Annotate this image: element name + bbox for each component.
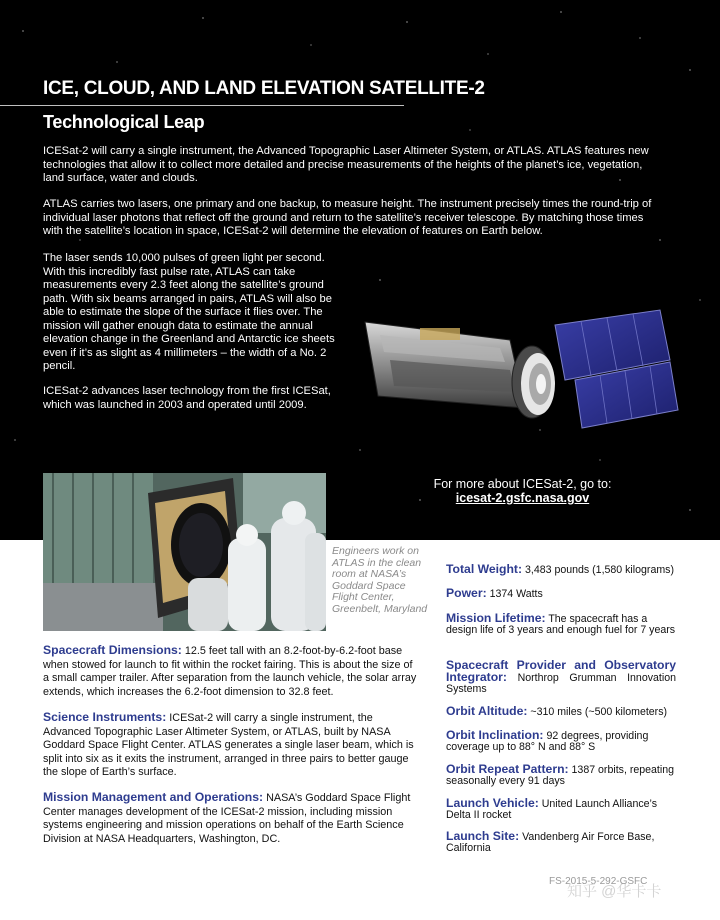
fact-value: 1387 orbits, repeating seasonally every 91 days: [446, 764, 675, 787]
website-link[interactable]: icesat-2.gsfc.nasa.gov: [455, 491, 590, 505]
fact-label: Orbit Repeat Pattern:: [446, 762, 569, 776]
fact-label: Mission Lifetime:: [446, 611, 546, 625]
more-info-block: [415, 477, 630, 505]
fact-orbit-altitude: [446, 706, 676, 718]
science-instruments-text: ICESat-2 will carry a single instrument, the Advanced Topographic Laser Altimeter System, or ATLAS, built by NASA Goddard Space Flight Center. ATLAS generates a single laser beam, which is split into six as it exits the instrument, arranged in three pairs to better gauge the slope of Earth’s surface.: [43, 712, 414, 778]
clean-room-photo: [43, 473, 326, 631]
section-heading: Technological Leap: [43, 112, 205, 132]
fact-label: Spacecraft Provider and Observatory Integrator:: [446, 658, 676, 684]
fact-value: United Launch Alliance’s Delta II rocket: [446, 798, 657, 821]
science-instruments-section: [43, 711, 421, 780]
fact-launch-vehicle: [446, 798, 676, 821]
fact-label: Orbit Altitude:: [446, 704, 528, 718]
intro-paragraph-4: ICESat-2 advances laser technology from the first ICESat, which was launched in 2003 and operated until 2009.: [43, 385, 331, 411]
fact-value: 92 degrees, providing coverage up to 88° N and 88° S: [446, 730, 649, 753]
fact-value: Vandenberg Air Force Base, California: [446, 831, 655, 854]
intro-paragraph-2: ATLAS carries two lasers, one primary and one backup, to measure height. The instrument precisely times the round-trip of individual laser photons that reflect off the ground and return to the satellite’s receiver telescope. By matching those times with the satellite’s location in space, ICESat-2 will determine the elevation of features on Earth below.: [43, 198, 652, 237]
fact-label: Launch Site:: [446, 829, 520, 843]
fact-value: ~310 miles (~500 kilometers): [530, 706, 668, 718]
more-info-label: For more about ICESat-2, go to:: [433, 477, 612, 491]
mission-management-label: Mission Management and Operations:: [43, 790, 264, 804]
document-title: ICE, CLOUD, AND LAND ELEVATION SATELLITE-2: [43, 78, 485, 99]
fact-value: 3,483 pounds (1,580 kilograms): [525, 564, 674, 576]
science-instruments-label: Science Instruments:: [43, 710, 167, 724]
fact-label: Orbit Inclination:: [446, 728, 544, 742]
photo-caption: Engineers work on ATLAS in the clean room at NASA’s Goddard Space Flight Center, Greenbelt, Maryland: [332, 545, 428, 615]
fact-label: Power:: [446, 586, 487, 600]
mission-management-section: [43, 791, 421, 846]
satellite-illustration: [360, 300, 680, 450]
fact-total-weight: [446, 564, 676, 576]
fact-mission-lifetime: [446, 613, 676, 636]
intro-paragraph-3: The laser sends 10,000 pulses of green light per second. With this incredibly fast pulse rate, ATLAS can take measurements every 2.3 feet along the satellite’s ground path. With six beams arranged in pairs, ATLAS will also be able to estimate the slope of the surface it flies over. The mission will gather enough data to estimate the annual elevation change in the Greenland and Antarctic ice sheets even if it’s as slight as 4 millimeters – the width of a No. 2 pencil.: [43, 252, 335, 372]
mission-management-text: NASA’s Goddard Space Flight Center manages development of the ICESat-2 mission, including mission systems engineering and mission operations on behalf of the Earth Science Division at NASA Headquarters, Washington, DC.: [43, 792, 411, 845]
fact-power: [446, 588, 676, 600]
fact-orbit-repeat: [446, 764, 676, 787]
document-code: FS-2015-5-292-GSFC: [549, 876, 648, 887]
fact-orbit-inclination: [446, 730, 676, 753]
spacecraft-dimensions-text: 12.5 feet tall with an 8.2-foot-by-6.2-foot base when stowed for launch to fit within the rocket fairing. This is about the size of a small camper trailer. After separation from the launch vehicle, the solar array extends, which increases the 6.2-foot dimension to 32.8 feet.: [43, 645, 417, 698]
title-divider: [0, 105, 404, 106]
fact-launch-site: [446, 831, 676, 854]
fact-label: Launch Vehicle:: [446, 796, 539, 810]
intro-paragraph-1: ICESat-2 will carry a single instrument, the Advanced Topographic Laser Altimeter System, or ATLAS. ATLAS features new technologies that allow it to collect more detailed and precise measurements of the heights of the planet’s ice, vegetation, land surface, water and clouds.: [43, 145, 649, 184]
fact-value: Northrop Grumman Innovation Systems: [446, 672, 676, 695]
fact-provider: [446, 660, 676, 695]
fact-value: The spacecraft has a design life of 3 years and enough fuel for 7 years: [446, 613, 676, 636]
fact-label: Total Weight:: [446, 562, 523, 576]
fact-value: 1374 Watts: [489, 588, 543, 600]
watermark: 知乎 @华卡卡: [567, 883, 662, 900]
spacecraft-dimensions-label: Spacecraft Dimensions:: [43, 643, 182, 657]
spacecraft-dimensions-section: [43, 644, 421, 699]
